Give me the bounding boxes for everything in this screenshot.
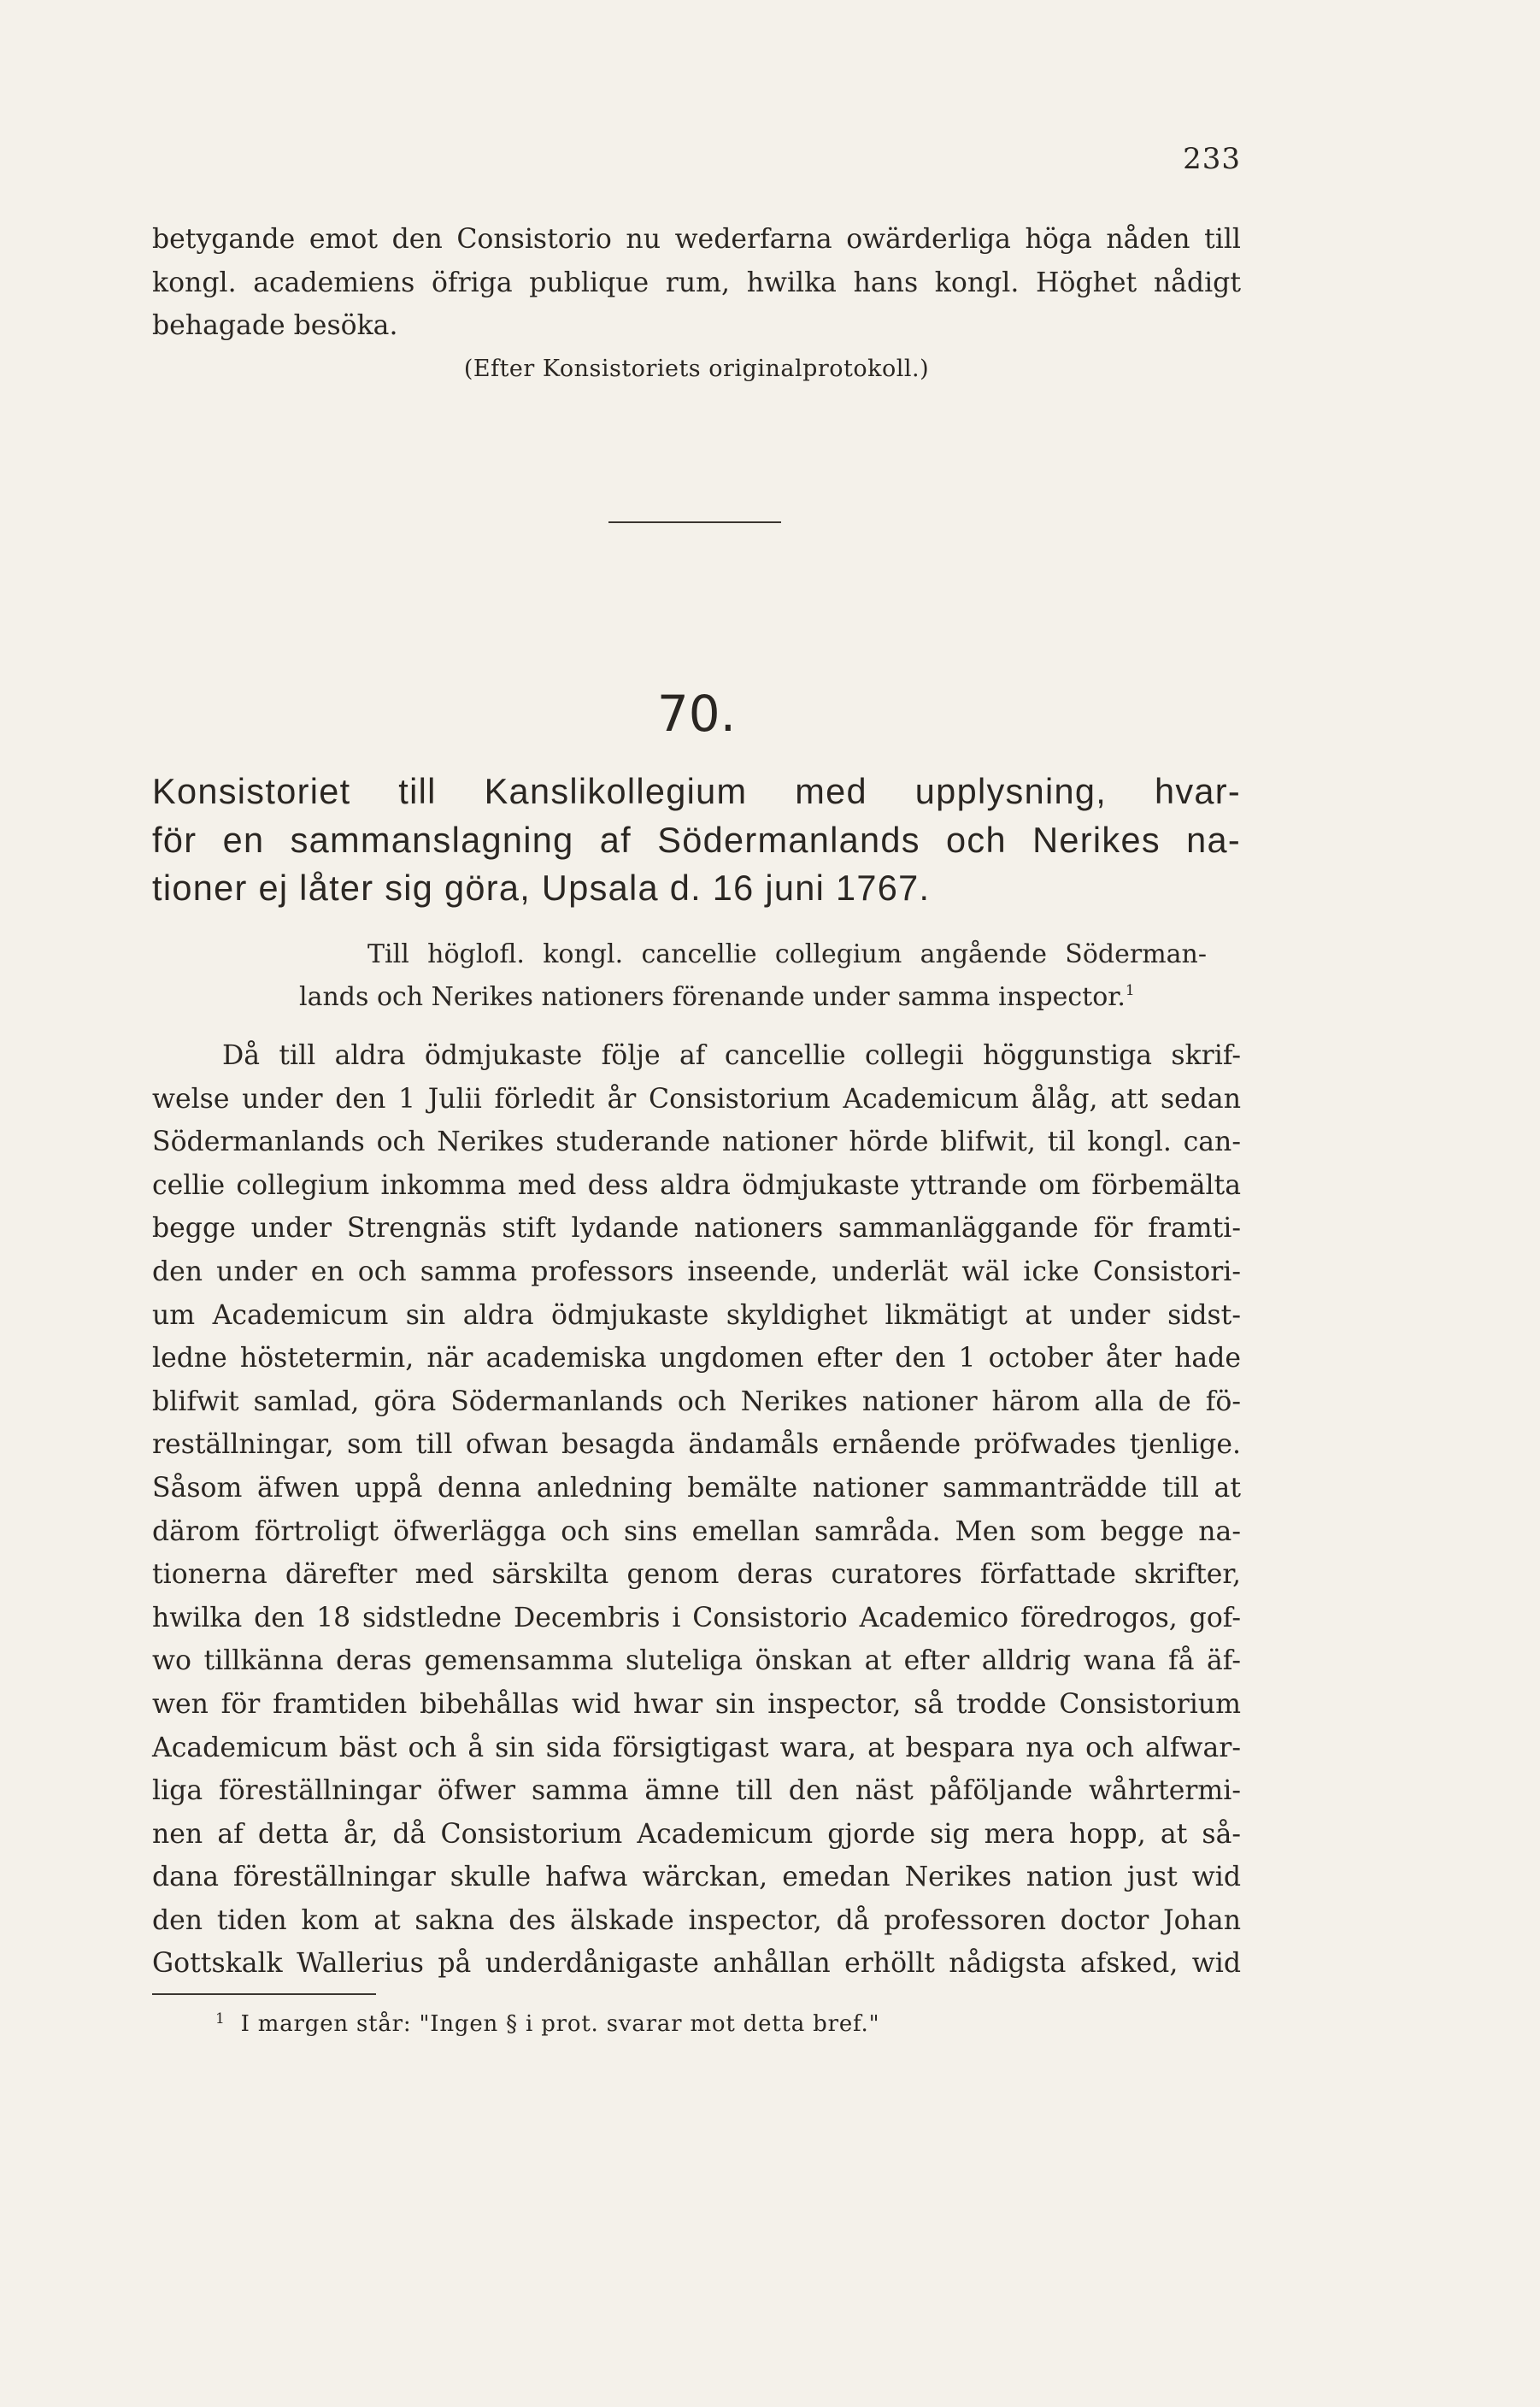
- body-line: ledne höstetermin, när academiska ungdomen efter den 1 october åter hade: [152, 1343, 1241, 1374]
- body-line: nen af detta år, då Consistorium Academicum gjorde sig mera hopp, at så-: [152, 1818, 1241, 1850]
- body-line: cellie collegium inkomma med dess aldra ödmjukaste yttrande om förbemälta: [152, 1169, 1241, 1201]
- body-line: tionerna därefter med särskilta genom deras curatores författade skrifter,: [152, 1559, 1241, 1591]
- heading-line: tioner ej låter sig göra, Upsala d. 16 juni 1767.: [152, 868, 931, 908]
- body-line: den under en och samma professors inseende, underlät wäl icke Consistori-: [152, 1256, 1241, 1287]
- address-line-block: [299, 933, 1241, 1019]
- body-line: reställningar, som till ofwan besagda ändamåls ernående pröfwades tjenlige.: [152, 1429, 1241, 1461]
- body-line: begge under Strengnäs stift lydande nationers sammanläggande för framti-: [152, 1213, 1241, 1245]
- body-line: Då till aldra ödmjukaste följe af cancellie collegii höggunstiga skrif-: [222, 1040, 1241, 1071]
- body-line: Södermanlands och Nerikes studerande nationer hörde blifwit, til kongl. can-: [152, 1127, 1241, 1158]
- document-heading: [152, 768, 1241, 913]
- body-line: wen för framtiden bibehållas wid hwar sin inspector, så trodde Consistorium: [152, 1688, 1241, 1720]
- footnote: [215, 2002, 879, 2041]
- footnote-divider: [152, 1993, 376, 1995]
- address-line-with-ref: [299, 976, 1207, 1019]
- section-divider: [608, 521, 781, 523]
- body-line: Gottskalk Wallerius på underdånigaste anhållan erhöllt nådigsta afsked, wid: [152, 1948, 1241, 1980]
- body-line: welse under den 1 Julii förledit år Consistorium Academicum ålåg, att sedan: [152, 1083, 1241, 1115]
- footnote-marker: 1: [215, 2010, 226, 2027]
- body-line: blifwit samlad, göra Södermanlands och Nerikes nationer härom alla de fö-: [152, 1386, 1241, 1417]
- text-line: kongl. academiens öfriga publique rum, hwilka hans kongl. Höghet nådigt: [152, 267, 1241, 298]
- page-number: 233: [1183, 142, 1241, 176]
- body-line: um Academicum sin aldra ödmjukaste skyldighet likmätigt at under sidst-: [152, 1299, 1241, 1331]
- footnote-reference: 1: [1125, 982, 1135, 999]
- heading-line: för en sammanslagning af Södermanlands och Nerikes na-: [152, 819, 1241, 860]
- body-line: den tiden kom at sakna des älskade inspector, då professoren doctor Johan: [152, 1904, 1241, 1936]
- body-paragraph: [152, 1034, 1241, 1986]
- intro-paragraph: [152, 218, 1241, 348]
- source-note: (Efter Konsistoriets originalprotokoll.): [463, 356, 930, 382]
- body-line: därom förtroligt öfwerlägga och sins emellan samråda. Men som begge na-: [152, 1515, 1241, 1547]
- body-line: hwilka den 18 sidstledne Decembris i Consistorio Academico föredrogos, gof-: [152, 1602, 1241, 1633]
- address-line: Till höglofl. kongl. cancellie collegium angående Söderman-: [367, 939, 1207, 969]
- body-line: liga föreställningar öfwer samma ämne till den näst påföljande wåhrtermi-: [152, 1775, 1241, 1807]
- body-line: Academicum bäst och å sin sida försigtigast wara, at bespara nya och alfwar-: [152, 1732, 1241, 1763]
- text-line: betygande emot den Consistorio nu wederfarna owärderliga höga nåden till: [152, 224, 1241, 255]
- body-line: Såsom äfwen uppå denna anledning bemälte nationer sammanträdde till at: [152, 1472, 1241, 1504]
- document-number: 70.: [656, 685, 737, 743]
- body-line: dana föreställningar skulle hafwa wärckan, emedan Nerikes nation just wid: [152, 1862, 1241, 1893]
- text-line: behagade besöka.: [152, 310, 398, 342]
- body-line: wo tillkänna deras gemensamma sluteliga önskan at efter alldrig wana få äf-: [152, 1645, 1241, 1677]
- footnote-text: I margen står: "Ingen § i prot. svarar mot detta bref.": [240, 2011, 880, 2037]
- address-line-text: lands och Nerikes nationers förenande under samma inspector.: [299, 982, 1126, 1012]
- heading-line: Konsistoriet till Kanslikollegium med upplysning, hvar-: [152, 771, 1241, 811]
